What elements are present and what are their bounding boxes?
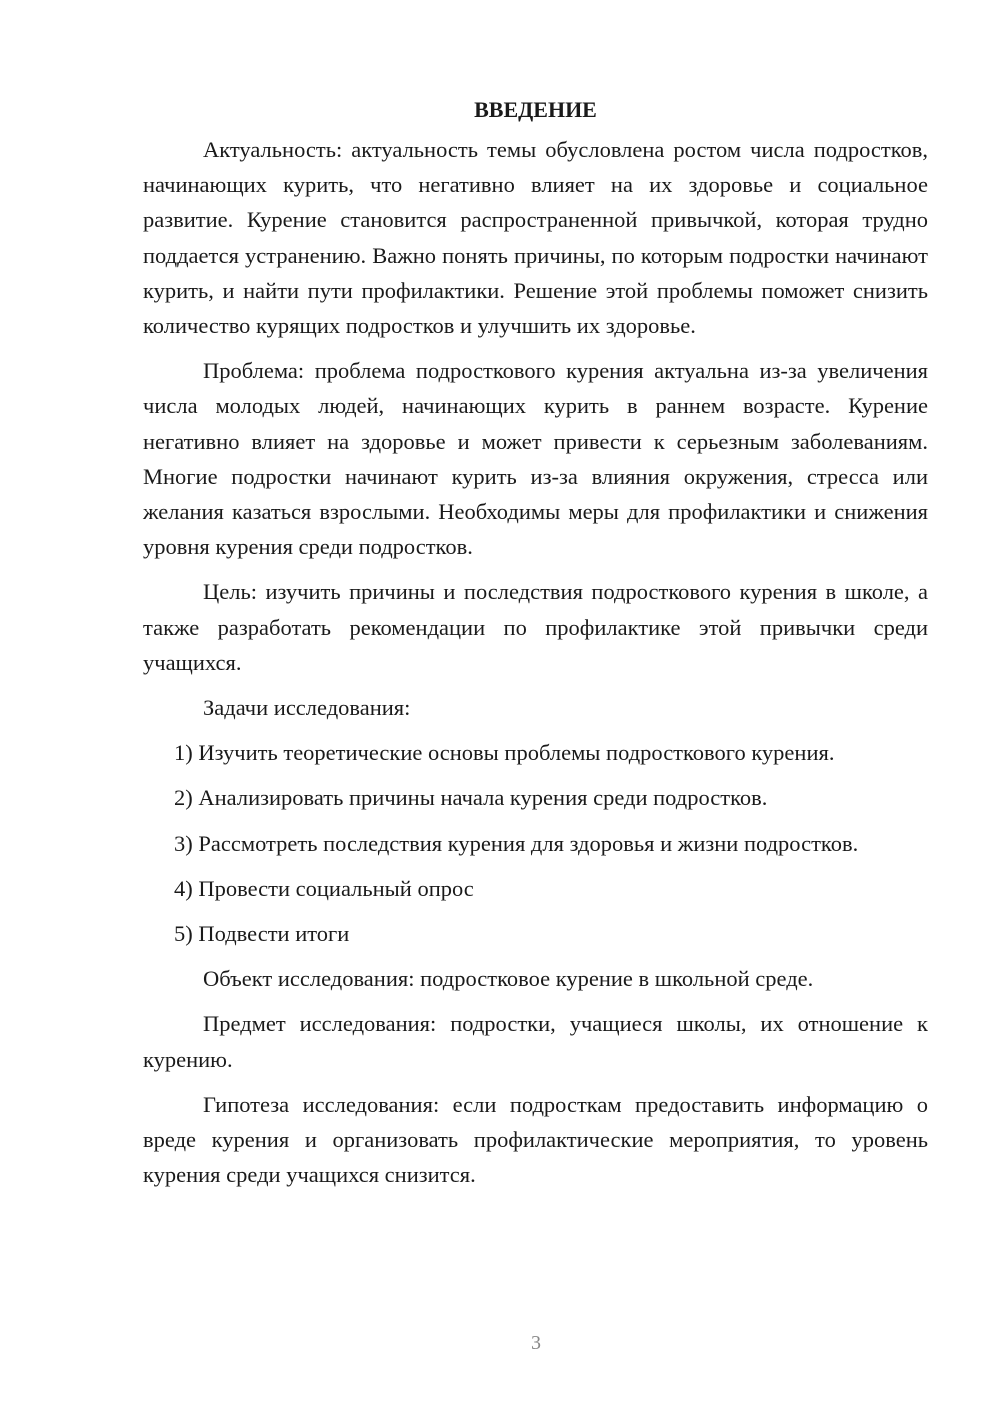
page-number: 3 (531, 1332, 541, 1354)
task-item: 3) Рассмотреть последствия курения для здоровья и жизни подростков. (174, 830, 859, 856)
tasks-heading: Задачи исследования: (203, 695, 411, 721)
section-heading: ВВЕДЕНИЕ (474, 97, 597, 122)
task-item: 4) Провести социальный опрос (174, 875, 474, 901)
task-item: 1) Изучить теоретические основы проблемы подросткового курения. (174, 740, 835, 766)
relevance-paragraph: Актуальность: актуальность темы обусловлена ростом числа подростков, начинающих курить, что негативно влияет на их здоровье и социальное развитие. Курение становится распространенной привычкой, которая трудно поддается устранению. Важно понять причины, по которым подростки начинают курить, и найти пути профилактики. Решение этой проблемы поможет снизить количество курящих подростков и улучшить их здоровье. (143, 137, 928, 339)
subject-paragraph: Предмет исследования: подростки, учащиеся школы, их отношение к курению. (143, 1011, 928, 1072)
hypothesis-paragraph: Гипотеза исследования: если подросткам предоставить информацию о вреде курения и организовать профилактические мероприятия, то уровень курения среди учащихся снизится. (143, 1091, 928, 1188)
task-item: 2) Анализировать причины начала курения среди подростков. (174, 785, 768, 811)
document-page (143, 92, 928, 1202)
problem-paragraph: Проблема: проблема подросткового курения актуальна из-за увеличения числа молодых людей, начинающих курить в раннем возрасте. Курение негативно влияет на здоровье и может привести к серьезным заболеваниям. Многие подростки начинают курить из-за влияния окружения, стресса или желания казаться взрослыми. Необходимы меры для профилактики и снижения уровня курения среди подростков. (143, 358, 928, 560)
task-item: 5) Подвести итоги (174, 921, 350, 947)
goal-paragraph: Цель: изучить причины и последствия подросткового курения в школе, а также разработать рекомендации по профилактике этой привычки среди учащихся. (143, 579, 928, 675)
object-paragraph: Объект исследования: подростковое курение в школьной среде. (203, 966, 814, 992)
